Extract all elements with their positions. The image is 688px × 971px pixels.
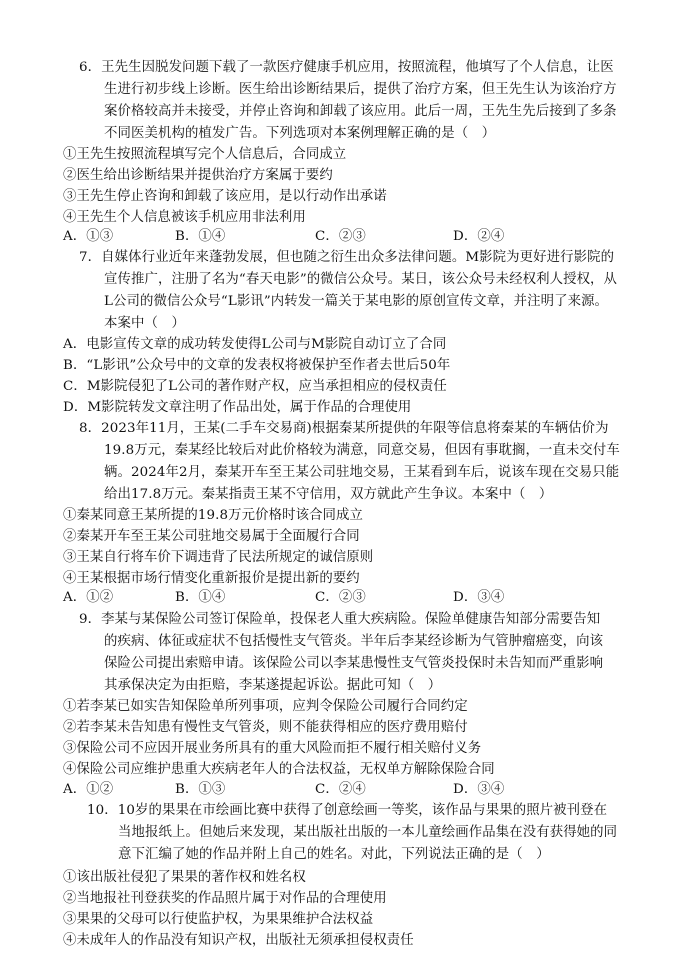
q8-option-4: ④王某根据市场行情变化重新报价是提出新的要约	[63, 571, 360, 586]
q8-option-2: ②秦某开车至王某公司驻地交易属于全面履行合同	[63, 529, 360, 544]
q6-option-3: ③王先生停止咨询和卸载了该应用，是以行动作出承诺	[63, 189, 387, 204]
q8-option-3: ③王某自行将车价下调违背了民法所规定的诚信原则	[63, 550, 374, 565]
q9-stem-line-3: 保险公司提出索赔申请。该保险公司以李某患慢性支气管炎投保时未告知而严重影响	[104, 656, 604, 671]
q7-option-a: A．电影宣传文章的成功转发使得L公司与M影院自动订立了合同	[63, 337, 447, 352]
q7-stem-line-3: L公司的微信公众号“L影讯”内转发一篇关于某电影的原创宣传文章，并注明了来源。	[104, 294, 609, 309]
q8-stem-line-3: 辆。2024年2月，秦某开车至王某公司驻地交易，王某看到车后，说该车现在交易只能	[104, 465, 620, 480]
q8-answer-a: A．①②	[63, 590, 114, 605]
q9-option-3: ③保险公司不应因开展业务所具有的重大风险而拒不履行相关赔付义务	[63, 741, 482, 756]
q10-stem-line-2: 当地报纸上。但她后来发现，某出版社出版的一本儿童绘画作品集在没有获得她的同	[118, 825, 618, 840]
q7-stem-line-2: 宣传推广，注册了名为“春天电影”的微信公众号。某日，该公众号未经权利人授权，从	[104, 272, 618, 287]
q6-option-1: ①王先生按照流程填写完个人信息后，合同成立	[63, 147, 347, 162]
q6-option-2: ②医生给出诊断结果并提供治疗方案属于要约	[63, 168, 333, 183]
q9-answer-c: C．②④	[315, 782, 366, 797]
q9-answer-a: A．①②	[63, 782, 114, 797]
q8-answer-b: B．①④	[175, 590, 226, 605]
q6-option-4: ④王先生个人信息被该手机应用非法利用	[63, 210, 306, 225]
q10-option-2: ②当地报社刊登获奖的作品照片属于对作品的合理使用	[63, 891, 387, 906]
q6-stem-line-1: 6．王先生因脱发问题下载了一款医疗健康手机应用，按照流程，他填写了个人信息，让医	[79, 60, 614, 75]
q8-stem-line-1: 8．2023年11月，王某(二手车交易商)根据秦某所提供的年限等信息将秦某的车辆估价为	[79, 421, 609, 436]
q9-option-2: ②若李某未告知患有慢性支气管炎，则不能获得相应的医疗费用赔付	[63, 720, 468, 735]
q7-stem-line-1: 7．自媒体行业近年来蓬勃发展，但也随之衍生出众多法律问题。M影院为更好进行影院的	[79, 250, 615, 265]
q10-option-1: ①该出版社侵犯了果果的著作权和姓名权	[63, 870, 306, 885]
q7-option-d: D．M影院转发文章注明了作品出处，属于作品的合理使用	[63, 400, 412, 415]
q10-option-3: ③果果的父母可以行使监护权，为果果维护合法权益	[63, 912, 374, 927]
q8-stem-line-2: 19.8万元，秦某经比较后对此价格较为满意，同意交易，但因有事耽搁，一直未交付车	[104, 443, 620, 458]
q8-answer-d: D．③④	[453, 590, 505, 605]
q7-option-b: B．“L影讯”公众号中的文章的发表权将被保护至作者去世后50年	[63, 358, 451, 373]
q8-option-1: ①秦某同意王某所提的19.8万元价格时该合同成立	[63, 508, 364, 523]
q9-answer-d: D．③④	[453, 782, 505, 797]
q10-option-4: ④未成年人的作品没有知识产权，出版社无须承担侵权责任	[63, 933, 414, 948]
q9-option-4: ④保险公司应维护患重大疾病老年人的合法权益，无权单方解除保险合同	[63, 762, 495, 777]
q9-answer-b: B．①③	[175, 782, 226, 797]
q6-answer-c: C．②③	[315, 229, 366, 244]
q9-option-1: ①若李某已如实告知保险单所列事项，应判令保险公司履行合同约定	[63, 699, 468, 714]
q9-stem-line-2: 的疾病、体征或症状不包括慢性支气管炎。半年后李某经诊断为气管肿瘤癌变，向该	[104, 634, 604, 649]
q6-stem-line-4: 不同医美机构的植发广告。下列选项对本案例理解正确的是（ ）	[104, 126, 496, 141]
q10-stem-line-1: 10．10岁的果果在市绘画比赛中获得了创意绘画一等奖，该作品与果果的照片被刊登在	[87, 803, 608, 818]
q6-answer-a: A．①③	[63, 229, 114, 244]
q7-option-c: C．M影院侵犯了L公司的著作财产权，应当承担相应的侵权责任	[63, 379, 447, 394]
q6-answer-d: D．②④	[453, 229, 505, 244]
q9-stem-line-4: 其承保决定为由拒赔，李某遂提起诉讼。据此可知（ ）	[104, 678, 442, 693]
q6-stem-line-2: 生进行初步线上诊断。医生给出诊断结果后，提供了治疗方案，但王先生认为该治疗方	[104, 82, 617, 97]
q8-answer-c: C．②③	[315, 590, 366, 605]
q9-stem-line-1: 9．李某与某保险公司签订保险单，投保老人重大疾病险。保险单健康告知部分需要告知	[79, 612, 601, 627]
q6-answer-b: B．①④	[175, 229, 226, 244]
q8-stem-line-4: 给出17.8万元。秦某指责王某不守信用，双方就此产生争议。本案中（ ）	[104, 487, 553, 502]
q10-stem-line-3: 意下汇编了她的作品并附上自己的姓名。对此，下列说法正确的是（ ）	[118, 847, 550, 862]
q7-stem-line-4: 本案中（ ）	[104, 316, 185, 331]
q6-stem-line-3: 案价格较高并未接受，并停止咨询和卸载了该应用。此后一周，王先生先后接到了多条	[104, 104, 617, 119]
